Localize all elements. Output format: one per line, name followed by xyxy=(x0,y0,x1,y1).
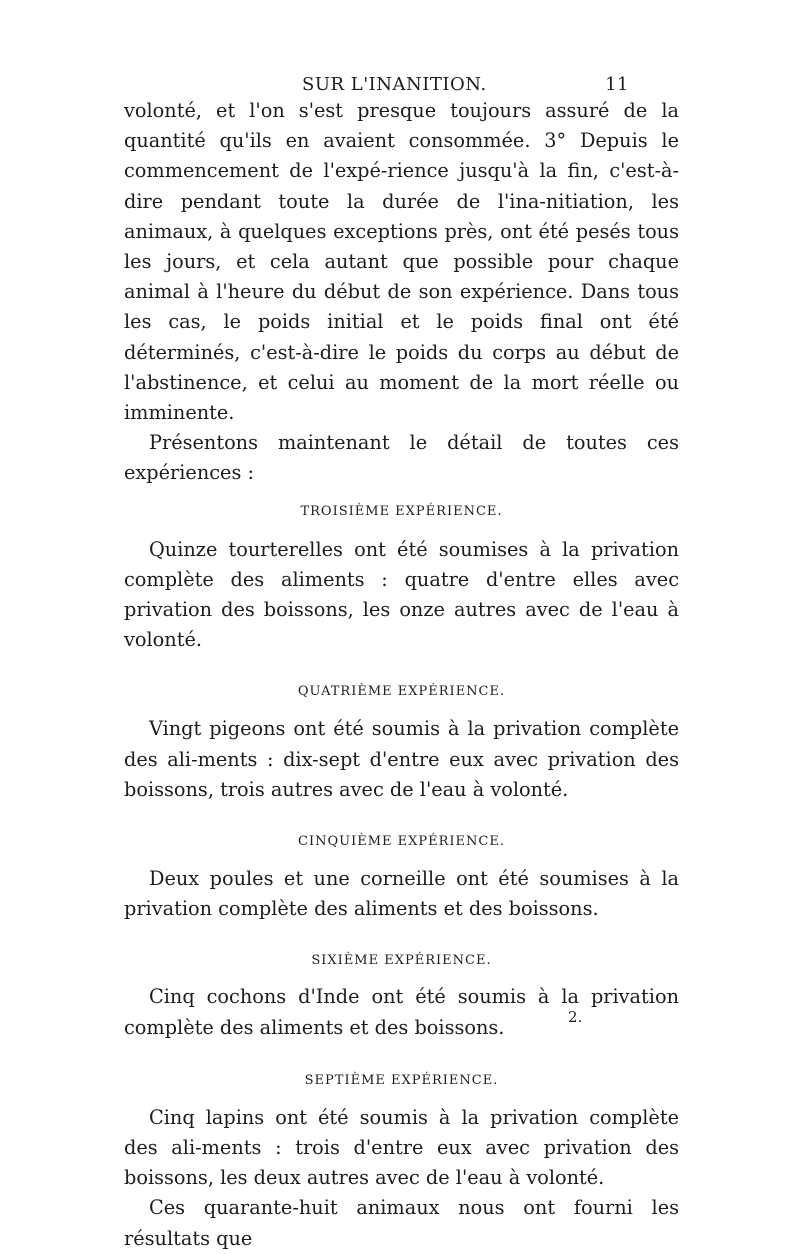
experiment-paragraph: Vingt pigeons ont été soumis à la privation complète des ali-ments : dix-sept d'entre eux avec privation des boissons, trois autres avec de l'eau à volonté. xyxy=(124,717,679,801)
experiment-heading: QUATRIÈME EXPÉRIENCE. xyxy=(297,684,506,700)
signature-mark: 2. xyxy=(568,1008,583,1026)
lead-in-paragraph: Présentons maintenant le détail de toutes ces expériences : xyxy=(124,431,679,485)
experiment-heading: CINQUIÈME EXPÉRIENCE. xyxy=(298,834,505,850)
experiment-heading: SIXIÈME EXPÉRIENCE. xyxy=(311,953,492,969)
intro-paragraph: volonté, et l'on s'est presque toujours assuré de la quantité qu'ils en avaient consommée. 3° Depuis le commencement de l'expé-rience jusqu'à la fin, c'est-à-dire pendant toute la durée de l'ina-nitiation, les animaux, à quelques exceptions près, ont été pesés tous les jours, et cela autant que possible pour chaque animal à l'heure du début de son expérience. Dans tous les cas, le poids initial et le poids final ont été déterminés, c'est-à-dire le poids du corps au début de l'abstinence, et celui au moment de la mort réelle ou imminente. xyxy=(124,99,679,425)
experiment-paragraph: Cinq cochons d'Inde ont été soumis à la privation complète des aliments et des boissons. xyxy=(124,985,679,1039)
running-title: SUR L'INANITION. xyxy=(302,74,487,95)
experiment-paragraph: Quinze tourterelles ont été soumises à la privation complète des aliments : quatre d'entre elles avec privation des boissons, les onze autres avec de l'eau à volonté. xyxy=(124,537,679,652)
closing-paragraph: Ces quarante-huit animaux nous ont fourni les résultats que xyxy=(124,1196,679,1250)
page-number: 11 xyxy=(605,74,629,95)
experiment-paragraph: Deux poules et une corneille ont été soumises à la privation complète des aliments et des boissons. xyxy=(124,867,679,921)
experiment-heading: SEPTIÈME EXPÉRIENCE. xyxy=(304,1072,499,1088)
body-text xyxy=(124,96,679,1254)
experiment-paragraph: Cinq lapins ont été soumis à la privation complète des ali-ments : trois d'entre eux avec privation des boissons, les deux autres avec de l'eau à volonté. xyxy=(124,1105,679,1190)
experiment-heading: TROISIÈME EXPÉRIENCE. xyxy=(300,503,503,519)
